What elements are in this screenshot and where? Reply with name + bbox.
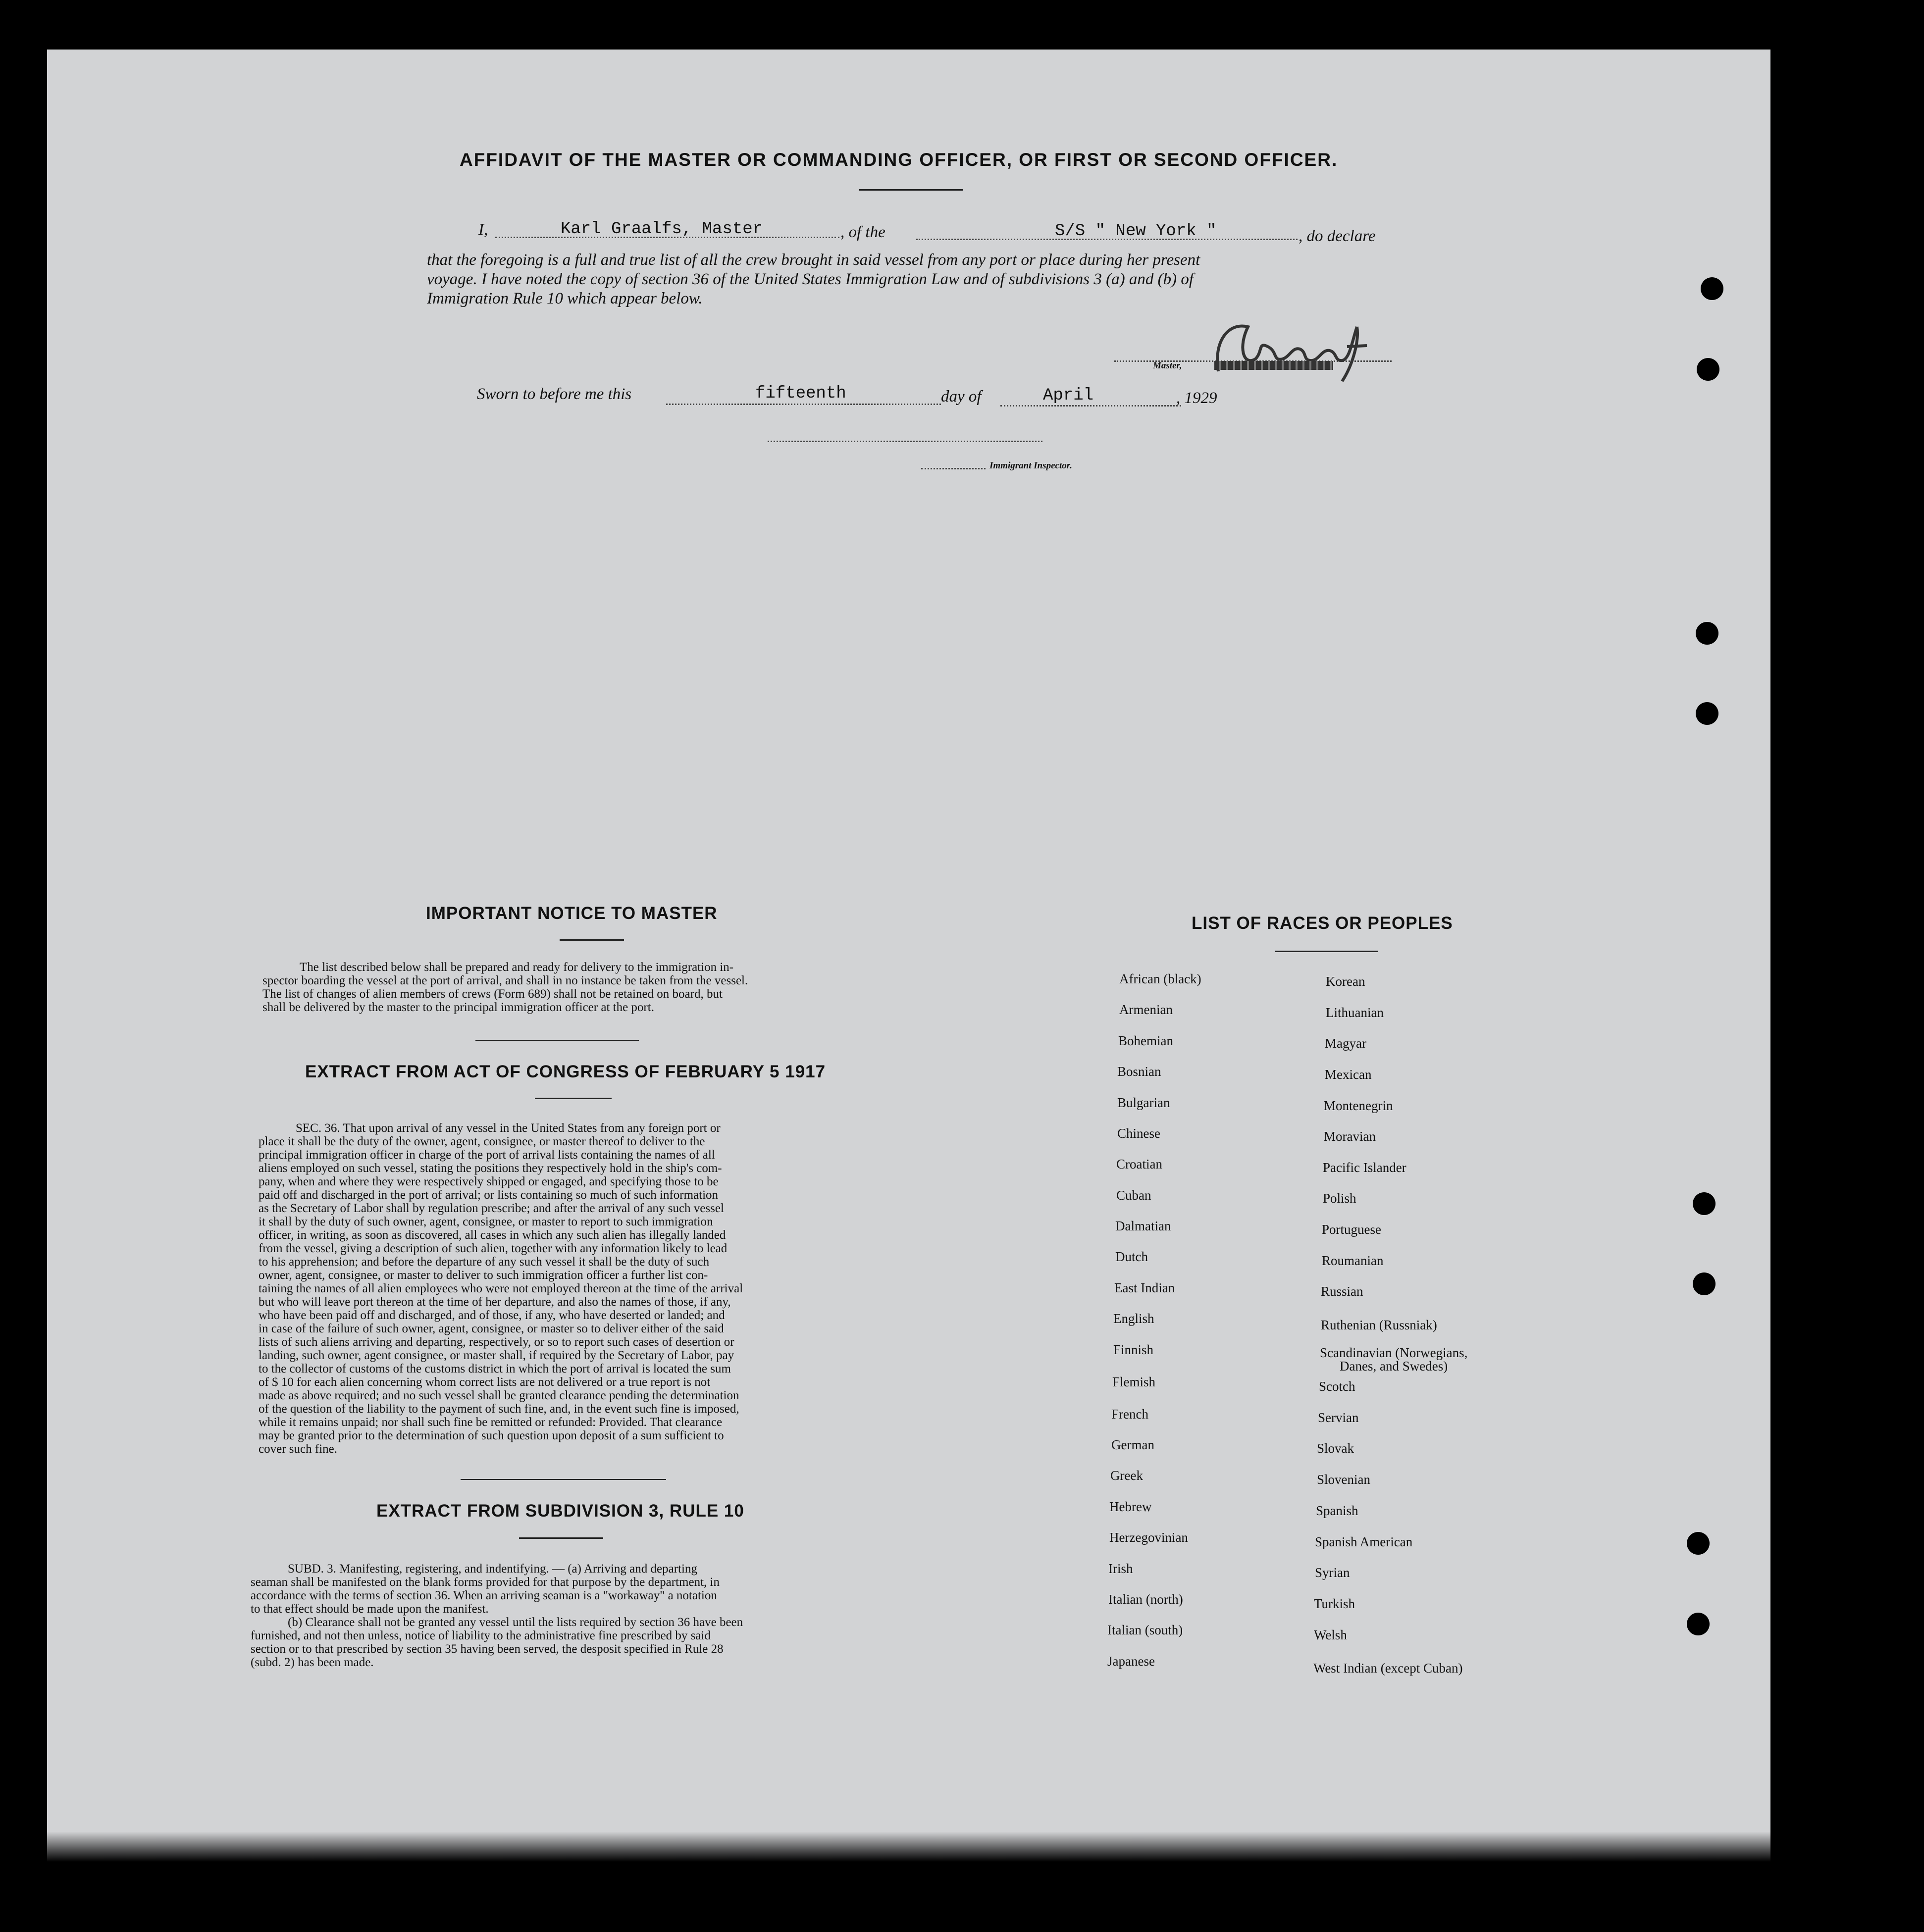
race-right-item: Roumanian [1322, 1253, 1384, 1268]
act-line: paid off and discharged in the port of arrival; or lists containing so much of such information [259, 1188, 719, 1202]
inspector-label-line [921, 468, 986, 469]
rule-line: to that effect should be made upon the manifest. [251, 1602, 489, 1616]
page-bottom-edge [47, 1832, 1770, 1862]
race-right-item: Pacific Islander [1323, 1160, 1406, 1175]
race-right-item: Magyar [1325, 1036, 1366, 1051]
act-line: aliens employed on such vessel, stating the positions they respectively hold in the ship's com- [259, 1162, 722, 1175]
race-left-item: Croatian [1116, 1157, 1162, 1171]
race-right-item: Moravian [1324, 1129, 1376, 1144]
race-left-item: Greek [1110, 1468, 1143, 1483]
act-line: place it shall be the duty of the owner, agent, consignee, or master thereof to deliver to the [259, 1135, 705, 1148]
rule-line: (subd. 2) has been made. [251, 1656, 374, 1669]
sworn-year: , 1929 [1176, 389, 1217, 407]
race-left-item: Armenian [1119, 1002, 1173, 1017]
punch-hole [1693, 1192, 1716, 1215]
master-name: Karl Graalfs, Master [561, 220, 763, 239]
race-left-item: Italian (north) [1108, 1592, 1183, 1607]
act-line: to his apprehension; and before the departure of any such vessel it shall be the duty of such [259, 1255, 710, 1269]
race-right-item: Servian [1318, 1410, 1359, 1425]
sworn-day-line [666, 404, 941, 405]
vessel-name: S/S " New York " [1055, 222, 1217, 241]
act-line: of the question of the liability to the payment of such fine, and, in the event such fine is imposed, [259, 1402, 739, 1416]
punch-hole [1687, 1532, 1710, 1555]
rule-line: accordance with the terms of section 36. When an arriving seaman is a "workaway" a notation [251, 1589, 717, 1602]
act-line: to the collector of customs of the customs district in which the port of arrival is located the sum [259, 1362, 731, 1375]
title-underline [859, 189, 963, 191]
sworn-day: fifteenth [755, 384, 846, 403]
race-right-item: Slovenian [1317, 1472, 1370, 1487]
race-right-item: Syrian [1315, 1565, 1350, 1580]
race-left-item: French [1111, 1407, 1148, 1422]
punch-hole [1687, 1613, 1710, 1635]
act-line: while it remains unpaid; nor shall such fine be remitted or refunded: Provided. That clearance [259, 1416, 723, 1429]
rule-line: seaman shall be manifested on the blank forms provided for that purpose by the department, in [251, 1576, 720, 1589]
race-left-item: German [1111, 1437, 1154, 1452]
race-right-item: Scandinavian (Norwegians, [1320, 1345, 1468, 1360]
affidavit-line-4: Immigration Rule 10 which appear below. [427, 290, 703, 307]
act-title: EXTRACT FROM ACT OF CONGRESS OF FEBRUARY 5 1917 [305, 1062, 826, 1081]
race-left-item: Bosnian [1117, 1064, 1161, 1079]
struck-out-title [1214, 361, 1333, 370]
race-left-item: Dutch [1115, 1249, 1148, 1264]
act-line: from the vessel, giving a description of such alien, together with any information likely to lead [259, 1242, 728, 1255]
act-line: may be granted prior to the determination of such question upon deposit of a sum sufficient to [259, 1429, 724, 1442]
rule-line: (b) Clearance shall not be granted any vessel until the lists required by section 36 have been [288, 1616, 743, 1629]
notice-line: The list described below shall be prepared and ready for delivery to the immigration in- [300, 961, 734, 974]
race-right-item: Portuguese [1322, 1222, 1381, 1237]
act-line: owner, agent, consignee, or master to deliver to such immigration officer a further list con- [259, 1269, 708, 1282]
affidavit-line-2: that the foregoing is a full and true list of all the crew brought in said vessel from any port or place during her present [427, 251, 1200, 269]
act-line: principal immigration officer in charge of the port of arrival lists containing the names of all [259, 1148, 715, 1162]
race-right-item: Spanish [1316, 1503, 1358, 1518]
notice-underline [560, 939, 624, 941]
race-left-item: Irish [1108, 1561, 1133, 1576]
sworn-month-line [1000, 405, 1181, 407]
race-right-item: Montenegrin [1324, 1098, 1393, 1113]
act-line: as the Secretary of Labor shall by regulation prescribe; and after the arrival of any such vessel [259, 1202, 724, 1215]
notice-title: IMPORTANT NOTICE TO MASTER [426, 904, 718, 923]
race-left-item: Chinese [1117, 1126, 1160, 1141]
races-underline [1275, 951, 1378, 952]
race-right-item: Russian [1321, 1284, 1363, 1299]
race-right-item: Slovak [1317, 1441, 1354, 1456]
day-of-label: day of [941, 388, 982, 406]
rule-line: furnished, and not then unless, notice of liability to the administrative fine prescribed by said [251, 1629, 711, 1642]
notice-text [262, 961, 882, 1014]
affidavit-line-3: voyage. I have noted the copy of section 36 of the United States Immigration Law and of subdivisions 3 (a) and (b) of [427, 270, 1194, 288]
race-right-item: Spanish American [1315, 1534, 1413, 1549]
affidavit-title: AFFIDAVIT OF THE MASTER OR COMMANDING OFFICER, OR FIRST OR SECOND OFFICER. [460, 150, 1338, 170]
act-line: of $ 10 for each alien concerning whom correct lists are not delivered or a true report is not [259, 1375, 711, 1389]
notice-line: spector boarding the vessel at the port of arrival, and shall in no instance be taken from the vessel. [262, 974, 748, 987]
i-label: I, [478, 221, 488, 239]
act-line: in case of the failure of such owner, agent, consignee, or master so to deliver either of the said [259, 1322, 724, 1335]
punch-hole [1697, 358, 1719, 381]
act-text [259, 1121, 879, 1456]
race-right-item: Lithuanian [1326, 1005, 1384, 1020]
race-left-item: Bohemian [1118, 1033, 1173, 1048]
notice-line: shall be delivered by the master to the principal immigration officer at the port. [262, 1001, 654, 1014]
race-left-item: East Indian [1114, 1280, 1175, 1295]
punch-hole [1701, 277, 1723, 300]
race-left-item: Cuban [1116, 1188, 1151, 1203]
act-line: pany, when and where they were respectively shipped or engaged, and specifying those to be [259, 1175, 719, 1188]
rule-text [251, 1562, 870, 1669]
race-left-item: Finnish [1113, 1342, 1154, 1357]
race-right-item: Welsh [1314, 1627, 1347, 1642]
master-signature [1208, 312, 1397, 386]
act-line: SEC. 36. That upon arrival of any vessel in the United States from any foreign port or [296, 1121, 721, 1135]
race-left-item: Herzegovinian [1109, 1530, 1188, 1545]
punch-hole [1696, 702, 1718, 725]
race-left-item: Bulgarian [1117, 1095, 1170, 1110]
rule-line: SUBD. 3. Manifesting, registering, and indentifying. — (a) Arriving and departing [288, 1562, 697, 1576]
do-declare-label: , do declare [1299, 227, 1376, 245]
race-right-item: Turkish [1314, 1596, 1355, 1611]
rule-underline [519, 1537, 603, 1539]
sworn-label: Sworn to before me this [477, 385, 632, 403]
race-right-item: Danes, and Swedes) [1340, 1359, 1448, 1373]
punch-hole [1696, 622, 1718, 645]
race-left-item: Flemish [1112, 1374, 1156, 1389]
section-divider [475, 1040, 639, 1041]
act-line: officer, in writing, as soon as discovered, all cases in which any such alien has illegally landed [259, 1228, 726, 1242]
race-right-item: Korean [1326, 974, 1365, 989]
race-right-item: Polish [1323, 1191, 1356, 1206]
act-line: made as above required; and no such vessel shall be granted clearance pending the determination [259, 1389, 739, 1402]
race-right-item: Mexican [1325, 1067, 1372, 1082]
act-line: lists of such aliens arriving and departing, respectively, or so to report such cases of desertion or [259, 1335, 734, 1349]
race-right-item: Scotch [1319, 1379, 1355, 1394]
act-line: taining the names of all alien employees who were not employed thereon at the time of the arrival [259, 1282, 743, 1295]
inspector-label: Immigrant Inspector. [989, 460, 1072, 471]
sworn-month: April [1043, 386, 1094, 405]
rule-title: EXTRACT FROM SUBDIVISION 3, RULE 10 [376, 1501, 744, 1521]
race-right-item: Ruthenian (Russniak) [1321, 1318, 1437, 1332]
act-line: landing, such owner, agent consignee, or master shall, if required by the Secretary of Labor, pay [259, 1349, 734, 1362]
race-left-item: Japanese [1107, 1654, 1155, 1669]
races-title: LIST OF RACES OR PEOPLES [1192, 914, 1453, 933]
act-line: but who will leave port thereon at the time of her departure, and also the names of those, if any, [259, 1295, 731, 1309]
race-left-item: Hebrew [1109, 1499, 1152, 1514]
act-line: cover such fine. [259, 1442, 337, 1456]
punch-hole [1693, 1272, 1716, 1295]
race-right-item: West Indian (except Cuban) [1313, 1661, 1463, 1676]
notice-line: The list of changes of alien members of crews (Form 689) shall not be retained on board, but [262, 987, 723, 1001]
act-underline [535, 1098, 612, 1099]
act-line: who have been paid off and discharged, and of those, if any, who have deserted or landed; and [259, 1309, 725, 1322]
rule-line: section or to that prescribed by section 35 having been served, the desposit specified in Rule 28 [251, 1642, 724, 1656]
act-line: it shall by the duty of such owner, agent, consignee, or master to report to such immigration [259, 1215, 713, 1228]
of-the-label: , of the [840, 223, 885, 241]
inspector-signature-line [768, 441, 1042, 442]
race-left-item: African (black) [1119, 971, 1201, 986]
master-caption: Master, [1153, 360, 1182, 371]
section-divider [461, 1479, 666, 1480]
race-left-item: Italian (south) [1107, 1623, 1183, 1637]
race-left-item: English [1113, 1311, 1154, 1326]
race-left-item: Dalmatian [1115, 1219, 1171, 1233]
